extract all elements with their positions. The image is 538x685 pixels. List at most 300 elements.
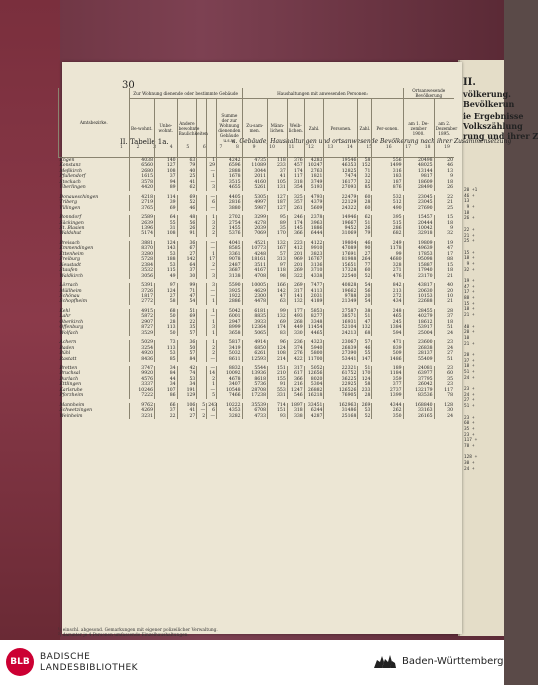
row-value: — xyxy=(207,414,217,419)
row-value: 58 xyxy=(358,158,372,164)
row-value: 1 xyxy=(207,158,217,164)
row-value: 434 xyxy=(372,299,403,304)
facing-page-value: 20 + xyxy=(464,330,475,336)
row-district-name: Waldshut xyxy=(59,231,82,237)
column-number: 15 xyxy=(366,145,373,150)
row-value: 17 xyxy=(207,257,217,262)
header-dez-1895: am 2. Dezember 1895. xyxy=(434,99,454,158)
column-number: 19 xyxy=(444,145,450,150)
row-value: 21349 xyxy=(324,299,358,304)
row-value: 151 xyxy=(268,408,288,413)
row-value: 1399 xyxy=(372,393,403,398)
row-value: 20 xyxy=(358,294,372,299)
row-value: 32 xyxy=(358,180,372,185)
row-value: 95 xyxy=(268,215,288,220)
row-value: 4655 xyxy=(217,185,243,190)
row-value: 5174 xyxy=(129,231,154,236)
facing-page-value: 26 + xyxy=(464,216,475,222)
row-value: 64 xyxy=(177,263,197,268)
row-value: 79 xyxy=(177,163,197,168)
row-value: 201 xyxy=(287,252,304,257)
row-value: 124 xyxy=(358,377,372,382)
row-value: 3 xyxy=(207,221,217,226)
row-value: 34 xyxy=(155,382,178,387)
row-value: 49 xyxy=(155,274,178,279)
row-value: 24 xyxy=(434,414,454,419)
header-amtsbezirke: Amtsbezirke. xyxy=(59,88,130,158)
row-value: 127 xyxy=(155,163,178,168)
row-value: 24322 xyxy=(324,206,358,211)
row-value: 1678 xyxy=(217,174,243,179)
row-value: 89 xyxy=(268,221,288,226)
row-value: 493 xyxy=(287,314,304,319)
row-value: 22925 xyxy=(324,382,358,387)
row-value: 216 xyxy=(287,382,304,387)
row-value: — xyxy=(207,246,217,251)
row-value: 1 xyxy=(207,331,217,336)
facing-page-value: 60 + xyxy=(464,421,475,427)
row-value: 19809 xyxy=(403,241,434,246)
row-value: 19662 xyxy=(324,289,358,294)
row-value: 12656 xyxy=(304,371,324,376)
row-value: 69 xyxy=(177,195,197,200)
facing-page-value: 18 xyxy=(464,210,472,216)
row-value: 50 xyxy=(177,346,197,351)
row-value: 5736 xyxy=(242,382,267,387)
row-value: 51 xyxy=(434,325,454,330)
row-value: 106 xyxy=(177,403,197,408)
row-value: 54 xyxy=(358,283,372,288)
row-value: 35 xyxy=(434,377,454,382)
row-district-name: Karlsruhe xyxy=(59,387,83,393)
row-value: 682 xyxy=(372,231,403,236)
row-value: 5853 xyxy=(304,309,324,314)
row-value: 318 xyxy=(287,180,304,185)
row-value: 23045 xyxy=(403,200,434,205)
row-value: 99 xyxy=(372,252,403,257)
row-value: 2737 xyxy=(372,388,403,393)
row-value: 201 xyxy=(287,263,304,268)
row-value: 19667 xyxy=(324,221,358,226)
facing-page-value: 35 + xyxy=(464,426,475,432)
row-value: 88 xyxy=(434,257,454,262)
row-value: 4997 xyxy=(242,200,267,205)
row-value: 105 xyxy=(268,180,288,185)
row-value: 6596 xyxy=(217,163,243,168)
row-value: 191 xyxy=(177,388,197,393)
row-value: 1 xyxy=(207,320,217,325)
row-value: 53917 xyxy=(403,325,434,330)
library-footer xyxy=(0,640,504,685)
row-value: 325 xyxy=(287,195,304,200)
row-value: 57 xyxy=(177,331,197,336)
row-value: 4735 xyxy=(242,158,267,164)
row-value: 58 xyxy=(358,382,372,387)
row-value: 23 xyxy=(434,366,454,371)
row-value: 2378 xyxy=(304,215,324,220)
row-value: 124 xyxy=(155,241,178,246)
row-value: 22 xyxy=(177,320,197,325)
row-value: 26838 xyxy=(403,346,434,351)
row-value: 3726 xyxy=(129,289,154,294)
row-value: 19 xyxy=(434,241,454,246)
row-value: 2719 xyxy=(129,200,154,205)
column-number: 17 xyxy=(405,145,411,150)
row-value: 5 xyxy=(207,393,217,398)
row-value: 118 xyxy=(268,268,288,273)
row-value: 36225 xyxy=(324,377,358,382)
row-value: 85 xyxy=(155,357,178,362)
row-value: 248 xyxy=(372,309,403,314)
row-value: 3511 xyxy=(242,263,267,268)
row-value: 170 xyxy=(268,231,288,236)
row-value: 53 xyxy=(155,252,178,257)
row-value: 32918 xyxy=(403,231,434,236)
row-value: 58 xyxy=(155,299,178,304)
row-value: 52 xyxy=(358,274,372,279)
row-value: — xyxy=(207,388,217,393)
row-value: 3348 xyxy=(304,320,324,325)
row-value: 56 xyxy=(177,221,197,226)
row-value: 15457 xyxy=(403,215,434,220)
row-value: 317 xyxy=(287,366,304,371)
row-value: 839 xyxy=(372,346,403,351)
row-district-name: Ettenheim xyxy=(59,251,84,257)
row-value: 26042 xyxy=(403,382,434,387)
row-value: 2 xyxy=(197,414,207,419)
row-value: 15 xyxy=(434,263,454,268)
row-value: 374 xyxy=(287,346,304,351)
row-value: 376 xyxy=(287,158,304,164)
facing-page-value: 21 + xyxy=(464,313,475,319)
row-value: 6 xyxy=(207,408,217,413)
row-value: 18 xyxy=(434,320,454,325)
row-value: 20630 xyxy=(403,289,434,294)
row-value: 6850 xyxy=(242,346,267,351)
row-value: 113 xyxy=(155,325,178,330)
row-value: 842 xyxy=(372,283,403,288)
row-value: 1 xyxy=(207,309,217,314)
facing-page-value: 128 + xyxy=(464,455,478,461)
row-value: 108 xyxy=(155,231,178,236)
row-value: 3231 xyxy=(129,414,154,419)
row-value: 5032 xyxy=(217,351,243,356)
row-value: 14946 xyxy=(324,215,358,220)
row-value: 5042 xyxy=(217,309,243,314)
column-number: 10 xyxy=(269,145,275,150)
row-value: 2 xyxy=(207,351,217,356)
row-value: 8277 xyxy=(304,314,324,319)
row-value: 52104 xyxy=(324,325,358,330)
facing-page-value: 19 + xyxy=(464,279,475,284)
row-value: 27690 xyxy=(403,206,434,211)
row-value: 39 xyxy=(155,200,178,205)
row-value: 3529 xyxy=(129,331,154,336)
row-value: 37 xyxy=(155,174,178,179)
row-value: 2 xyxy=(207,377,217,382)
facing-page-value: 88 + xyxy=(464,296,475,302)
facing-page-value: 78 + xyxy=(464,443,475,449)
row-value: 117 xyxy=(434,388,454,393)
row-district-name: Müllheim xyxy=(59,288,82,294)
facing-page-value: 24 + xyxy=(464,466,475,472)
row-value: 10773 xyxy=(242,246,267,251)
row-value: 1 xyxy=(207,215,217,220)
row-value: 10092 xyxy=(217,371,243,376)
row-value: 490 xyxy=(372,206,403,211)
row-value: 515 xyxy=(372,221,403,226)
row-value: 4733 xyxy=(242,414,267,419)
row-value: 24213 xyxy=(324,331,358,336)
row-value: 17328 xyxy=(324,268,358,273)
row-value: 8999 xyxy=(217,325,243,330)
row-value: 17940 xyxy=(403,268,434,273)
row-value: 5304 xyxy=(304,382,324,387)
row-value: 170 xyxy=(358,371,372,376)
row-value: 143 xyxy=(155,246,178,251)
header-dez-1900: am 1. De-zember 1900. xyxy=(403,99,434,158)
row-value: 12593 xyxy=(242,357,267,362)
row-value: 1897 xyxy=(287,403,304,408)
facing-page-values xyxy=(464,188,500,472)
header-ortsanwesende: Ortsanwesende Bevölkerung xyxy=(403,88,454,99)
row-value: 286 xyxy=(372,226,403,231)
row-value: 129 xyxy=(177,393,197,398)
row-value: 27 xyxy=(177,414,197,419)
row-value: 316 xyxy=(372,169,403,174)
state-lions-icon xyxy=(372,652,398,672)
row-value: 68 xyxy=(358,331,372,336)
row-value: 15651 xyxy=(324,263,358,268)
row-district-name: Bonndorf xyxy=(59,215,82,221)
row-value: 51 xyxy=(358,221,372,226)
row-value: 5544 xyxy=(242,366,267,371)
row-value: 83 xyxy=(268,331,288,336)
row-value: 50 xyxy=(155,331,178,336)
row-value: 33451 xyxy=(304,403,324,408)
row-value: 449 xyxy=(287,325,304,330)
row-value: 5376 xyxy=(217,231,243,236)
row-value: 22540 xyxy=(324,274,358,279)
row-value: 41 xyxy=(268,174,288,179)
row-value: 91 xyxy=(268,382,288,387)
row-value: 89 xyxy=(155,185,178,190)
row-value: 5 xyxy=(197,403,207,408)
row-value: 3515 xyxy=(217,180,243,185)
row-value: 1247 xyxy=(287,388,304,393)
row-value: 4338 xyxy=(304,274,324,279)
row-value: — xyxy=(207,268,217,273)
row-value: 8436 xyxy=(129,357,154,362)
row-value: 366 xyxy=(287,377,304,382)
row-value: — xyxy=(207,357,217,362)
facing-page-value: 13 xyxy=(464,199,472,205)
blb-logo-icon: BLB xyxy=(6,648,34,676)
facing-page-value: 18 + xyxy=(464,256,475,262)
row-value: 18609 xyxy=(403,180,434,185)
row-value: 60 xyxy=(358,195,372,200)
row-value: 4920 xyxy=(129,351,154,356)
row-value: 354 xyxy=(287,185,304,190)
row-value: 91 xyxy=(177,231,197,236)
row-value: 17238 xyxy=(242,393,267,398)
row-district-name: Wolfach xyxy=(59,330,79,336)
row-value: 10548 xyxy=(217,388,243,393)
row-value: 46353 xyxy=(324,163,358,168)
row-value: 18161 xyxy=(242,257,267,262)
row-value: 127 xyxy=(268,206,288,211)
row-district-name: Neustadt xyxy=(59,262,81,268)
row-value: 3138 xyxy=(217,274,243,279)
row-value: 4160 xyxy=(242,180,267,185)
row-value: 18 xyxy=(434,180,454,185)
row-value: 8370 xyxy=(129,246,154,251)
row-value: 210 xyxy=(268,371,288,376)
row-value: 189 xyxy=(372,366,403,371)
facing-page-value: 20 +1 xyxy=(464,188,478,193)
row-district-name: Engen xyxy=(59,158,75,163)
row-district-name: Baden xyxy=(59,345,75,351)
row-value: 2 xyxy=(207,346,217,351)
row-value: 27390 xyxy=(324,351,358,356)
row-value: — xyxy=(207,314,217,319)
row-value: 47 xyxy=(434,246,454,251)
row-value: 2947 xyxy=(217,320,243,325)
facing-page-value: 47 + xyxy=(464,284,475,290)
row-value: 99 xyxy=(268,309,288,314)
row-value: 272 xyxy=(372,294,403,299)
row-value: 2886 xyxy=(217,299,243,304)
row-district-name: Schwetzingen xyxy=(59,408,93,414)
row-value: 5029 xyxy=(129,340,154,345)
row-value: 4323 xyxy=(304,340,324,345)
row-value: 51 xyxy=(177,309,197,314)
row-district-name: Stockach xyxy=(59,179,81,185)
row-value: 38571 xyxy=(324,314,358,319)
row-value: 37 xyxy=(434,314,454,319)
row-value: 1499 xyxy=(372,163,403,168)
row-value: 2011 xyxy=(242,174,267,179)
row-value: 21 xyxy=(434,274,454,279)
library-name-line-1: BADISCHE xyxy=(40,652,91,662)
row-value: 97 xyxy=(155,283,178,288)
row-value: 9788 xyxy=(324,294,358,299)
row-value: 6244 xyxy=(304,408,324,413)
facing-page-value: 22 + xyxy=(464,227,475,233)
row-value: 15 xyxy=(434,215,454,220)
row-value: 5261 xyxy=(242,185,267,190)
facing-page-value: 46 + xyxy=(464,193,478,199)
row-value: 6708 xyxy=(242,408,267,413)
row-value: 2 xyxy=(207,263,217,268)
row-value: 50 xyxy=(155,314,178,319)
row-value: 465 xyxy=(372,314,403,319)
row-district-name: Freiburg xyxy=(59,257,81,263)
row-value: 7466 xyxy=(217,393,243,398)
row-value: 37795 xyxy=(403,377,434,382)
row-value: 366 xyxy=(287,231,304,236)
row-value: 22688 xyxy=(403,299,434,304)
row-value: 69 xyxy=(177,314,197,319)
row-value: 1178 xyxy=(372,246,403,251)
facing-page-value: 9 + xyxy=(464,261,475,267)
row-value: 28490 xyxy=(403,185,434,190)
row-value: 13144 xyxy=(403,169,434,174)
row-value: 78 xyxy=(434,393,454,398)
table-label: II. Tabelle 1a. xyxy=(120,138,169,146)
row-value: 9078 xyxy=(217,257,243,262)
row-value: 8618 xyxy=(242,377,267,382)
row-value: 32 xyxy=(358,174,372,179)
header-personen: Personen. xyxy=(324,99,358,158)
row-value: 183 xyxy=(372,174,403,179)
row-value: 34 xyxy=(155,366,178,371)
row-value: 79 xyxy=(358,231,372,236)
row-value: 4478 xyxy=(242,299,267,304)
row-value: 66 xyxy=(155,403,178,408)
row-value: 532 xyxy=(372,195,403,200)
facing-page-value: 21 + xyxy=(464,233,475,239)
row-value: 5728 xyxy=(129,257,154,262)
row-value: 1886 xyxy=(304,226,324,231)
facing-page-value: 25 + xyxy=(464,239,475,245)
column-number: 18 xyxy=(424,145,431,150)
row-district-name: St. Blasien xyxy=(59,225,85,231)
row-value: 20498 xyxy=(403,158,434,164)
row-value: 2754 xyxy=(217,221,243,226)
row-value: 14 xyxy=(207,371,217,376)
row-value: 2384 xyxy=(129,263,154,268)
row-value: 26 xyxy=(177,226,197,231)
row-value: — xyxy=(207,289,217,294)
row-value: — xyxy=(207,206,217,211)
row-value: 27 xyxy=(177,252,197,257)
row-value: 17691 xyxy=(324,252,358,257)
row-value: 114 xyxy=(155,195,178,200)
row-value: 13 xyxy=(434,169,454,174)
column-number: 4 xyxy=(169,145,173,150)
column-number: 6 xyxy=(202,145,206,150)
row-value: 6560 xyxy=(129,163,154,168)
row-value: 1384 xyxy=(372,325,403,330)
facing-page-value: 24 + xyxy=(464,392,475,398)
row-value: 145 xyxy=(287,226,304,231)
row-district-name: Bühl xyxy=(59,351,71,357)
row-value: 141 xyxy=(287,294,304,299)
row-value: 62 xyxy=(177,185,197,190)
row-value: 269 xyxy=(287,268,304,273)
row-value: 1396 xyxy=(129,226,154,231)
row-value: 2772 xyxy=(129,299,154,304)
row-value: 55409 xyxy=(403,357,434,362)
row-value: 3361 xyxy=(217,252,243,257)
row-value: 51 xyxy=(434,357,454,362)
row-value: 21 xyxy=(434,299,454,304)
row-district-name: Lörrach xyxy=(59,283,78,289)
row-value: 512 xyxy=(372,200,403,205)
row-value: 27 xyxy=(434,351,454,356)
row-value: 3710 xyxy=(304,268,324,273)
row-value: 322 xyxy=(287,274,304,279)
row-district-name: Offenburg xyxy=(59,325,84,331)
row-value: 4521 xyxy=(242,241,267,246)
row-value: 4793 xyxy=(304,195,324,200)
row-district-name: Durlach xyxy=(59,376,79,382)
row-value: 152 xyxy=(358,163,372,168)
row-value: 166 xyxy=(268,283,288,288)
row-value: 4113 xyxy=(304,289,324,294)
row-value: 167 xyxy=(268,246,288,251)
